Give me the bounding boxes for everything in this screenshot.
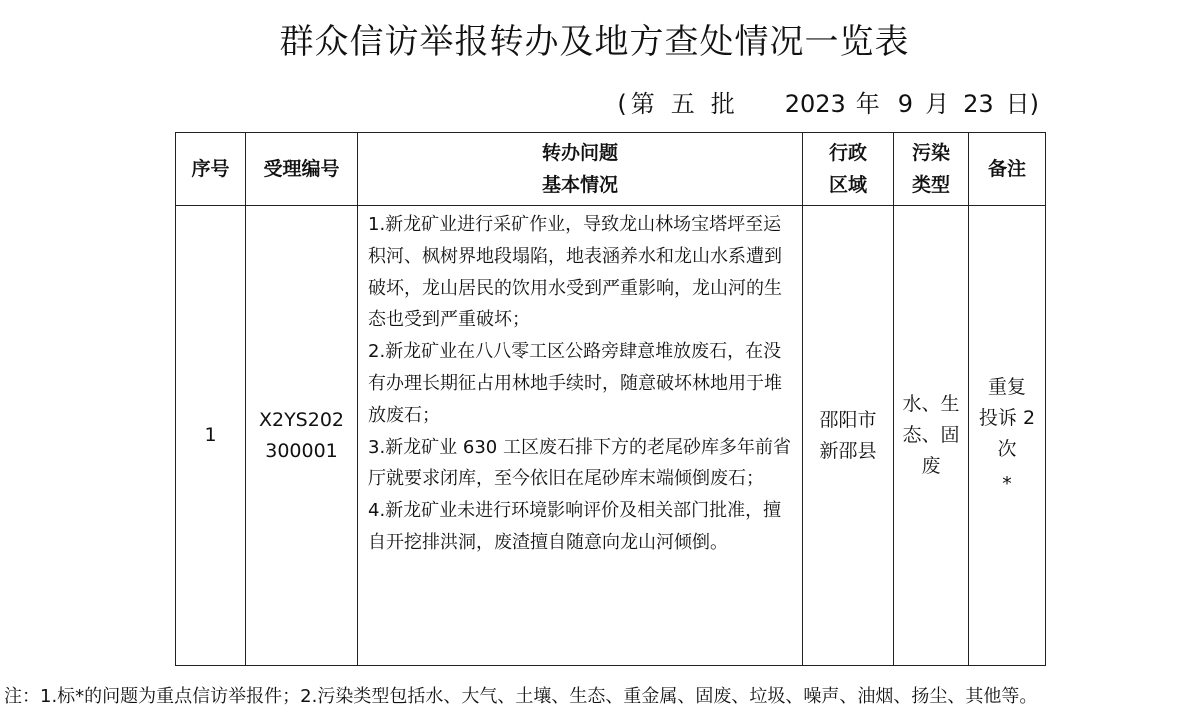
batch-label-di: 第 <box>630 90 655 118</box>
batch-date-line <box>617 84 1039 124</box>
header-pollution-line2: 类型 <box>911 174 950 196</box>
header-issue-line1: 转办问题 <box>541 142 618 164</box>
header-pollution <box>894 133 969 206</box>
header-case-no: 受理编号 <box>246 133 358 206</box>
page-title: 群众信访举报转办及地方查处情况一览表 <box>279 22 910 62</box>
case-no-line2: 300001 <box>265 439 338 462</box>
issue-item-2: 2.新龙矿业在八八零工区公路旁肆意堆放废石，在没有办理长期征占用林地手续时，随意破坏林地用于堆放废石； <box>368 341 782 426</box>
date-month-unit: 月 <box>925 90 950 118</box>
header-region-line2: 区域 <box>828 174 867 196</box>
cell-issue-description <box>358 206 803 666</box>
date-year-unit: 年 <box>855 90 880 118</box>
header-pollution-line1: 污染 <box>911 142 950 164</box>
header-issue-line2: 基本情况 <box>541 174 618 196</box>
issue-item-4: 4.新龙矿业未进行环境影响评价及相关部门批准，擅自开挖排洪洞，废渣擅自随意向龙山河倾倒。 <box>368 500 782 553</box>
issue-item-3: 3.新龙矿业 630 工区废石排下方的老尾砂库多年前省厅就要求闭库，至今依旧在尾砂库末端倾倒废石； <box>368 436 791 490</box>
cell-case-no <box>246 206 358 666</box>
cell-pollution-type <box>894 206 969 666</box>
header-seq: 序号 <box>176 133 246 206</box>
date-day-unit: 日) <box>1005 90 1039 118</box>
pollution-line2: 态、固 <box>902 424 960 446</box>
header-region <box>803 133 894 206</box>
batch-open-paren: ( <box>617 90 627 118</box>
cell-remark <box>969 206 1046 666</box>
date-day: 23 <box>963 90 994 118</box>
header-issue <box>358 133 803 206</box>
table-row <box>176 206 1046 666</box>
date-year: 2023 <box>784 90 846 118</box>
pollution-line3: 废 <box>921 455 941 477</box>
complaint-table <box>175 132 1046 666</box>
pollution-line1: 水、生 <box>902 393 960 415</box>
batch-label-pi: 批 <box>710 90 735 118</box>
region-line2: 新邵县 <box>819 439 877 462</box>
remark-line2: 投诉 2 <box>978 406 1036 429</box>
header-region-line1: 行政 <box>828 142 867 164</box>
issue-item-1: 1.新龙矿业进行采矿作业，导致龙山林场宝塔坪至运积河、枫树界地段塌陷，地表涵养水和龙山水系遭到破坏，龙山居民的饮用水受到严重影响，龙山河的生态也受到严重破坏； <box>368 214 782 331</box>
remark-line1: 重复 <box>987 375 1026 398</box>
batch-number: 五 <box>670 90 695 118</box>
header-remark: 备注 <box>969 133 1046 206</box>
case-no-line1: X2YS202 <box>258 408 345 431</box>
region-line1: 邵阳市 <box>819 408 877 431</box>
cell-seq: 1 <box>176 206 246 666</box>
date-month: 9 <box>897 90 914 118</box>
remark-line3: 次 <box>997 437 1017 460</box>
footnote: 注：1.标*的问题为重点信访举报件；2.污染类型包括水、大气、土壤、生态、重金属、固废、垃圾、噪声、油烟、扬尘、其他等。 <box>4 686 1038 707</box>
table-header-row <box>176 133 1046 206</box>
remark-star: * <box>1002 472 1012 495</box>
cell-region <box>803 206 894 666</box>
